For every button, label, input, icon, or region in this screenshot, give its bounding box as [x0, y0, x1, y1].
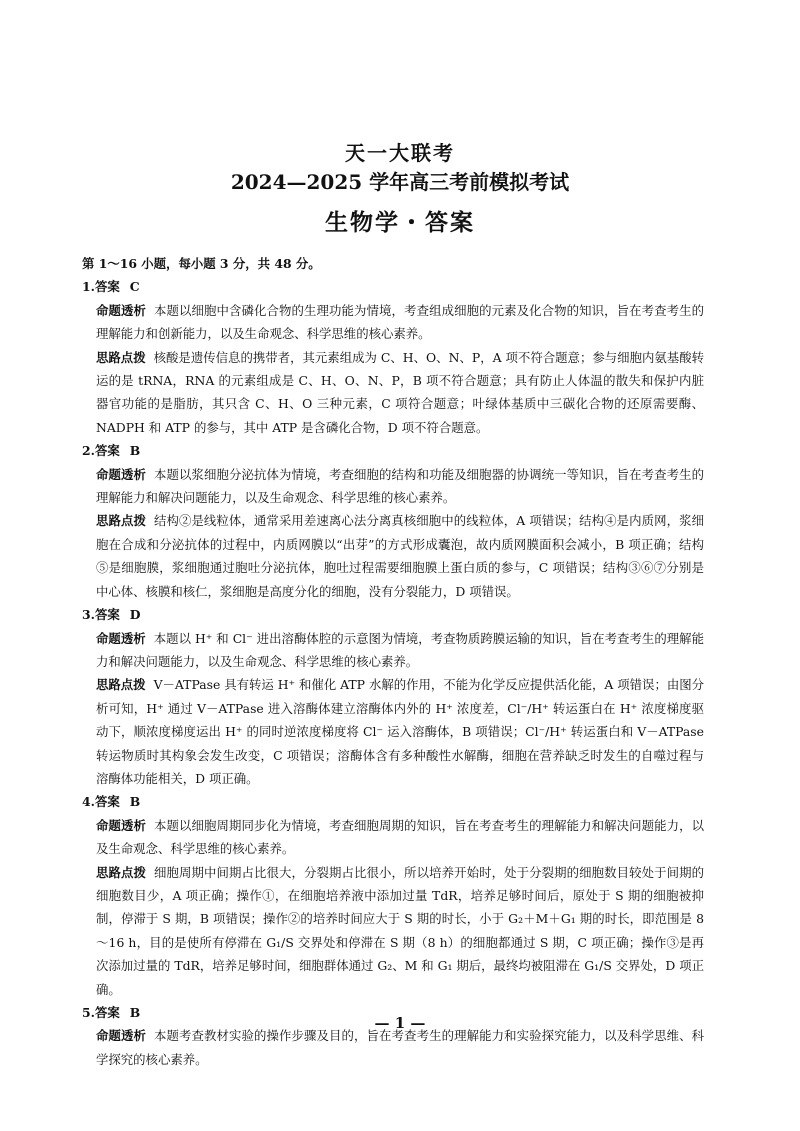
question-number: 2.	[82, 443, 95, 459]
question-header	[82, 275, 704, 298]
question-5	[82, 1001, 704, 1071]
hint-label: 思路点拨	[96, 513, 146, 529]
exam-organizer: 天一大联考	[345, 141, 455, 165]
page-number: — 1 —	[374, 1014, 426, 1032]
hint-paragraph	[82, 346, 704, 440]
question-header	[82, 603, 704, 626]
hint-paragraph	[82, 673, 704, 790]
answer-value: B	[129, 1005, 141, 1020]
analysis-paragraph	[82, 463, 704, 510]
analysis-label: 命题透析	[96, 1028, 147, 1044]
question-header	[82, 790, 704, 813]
hint-text: 结构②是线粒体，通常采用差速离心法分离真核细胞中的线粒体，A 项错误；结构④是内质网，浆细胞在合成和分泌抗体的过程中，内质网膜以“出芽”的方式形成囊泡，故内质网膜面积会减小，B 项正确；结构⑤是细胞膜，浆细胞通过胞吐分泌抗体，胞吐过程需要细胞膜上蛋白质的参与，C 项错误；结构③⑥⑦分别是中心体、核膜和核仁，浆细胞是高度分化的细胞，没有分裂能力，D 项错误。	[96, 513, 704, 599]
analysis-text: 本题以细胞中含磷化合物的生理功能为情境，考查组成细胞的元素及化合物的知识，旨在考查考生的理解能力和创新能力，以及生命观念、科学思维的核心素养。	[96, 302, 705, 342]
analysis-paragraph	[82, 814, 704, 861]
answer-label: 答案	[94, 279, 120, 295]
analysis-paragraph	[82, 299, 704, 346]
analysis-label: 命题透析	[96, 630, 146, 646]
hint-label: 思路点拨	[96, 864, 147, 880]
analysis-text: 本题以细胞周期同步化为情境，考查细胞周期的知识，旨在考查考生的理解能力和解决问题能力，以及生命观念、科学思维的核心素养。	[96, 817, 705, 857]
analysis-label: 命题透析	[96, 302, 147, 318]
question-number: 3.	[82, 607, 95, 623]
question-3	[82, 603, 704, 790]
subject-title: 生物学・答案	[325, 209, 475, 236]
answer-value: C	[129, 279, 140, 295]
hint-label: 思路点拨	[96, 677, 146, 693]
hint-paragraph	[82, 509, 704, 603]
answer-label: 答案	[94, 794, 120, 810]
hint-label: 思路点拨	[96, 349, 146, 365]
hint-paragraph	[82, 861, 704, 1001]
question-2	[82, 439, 704, 603]
analysis-label: 命题透析	[96, 466, 147, 482]
answer-label: 答案	[94, 607, 120, 623]
hint-text: V－ATPase 具有转运 H⁺ 和催化 ATP 水解的作用，不能为化学反应提供活化能，A 项错误；由图分析可知，H⁺ 通过 V－ATPase 进入溶酶体建立溶酶体内外的 H⁺ 浓度差，Cl⁻/H⁺ 转运蛋白在 H⁺ 浓度梯度驱动下，顺浓度梯度运出 H⁺ 的同时逆浓度梯度将 Cl⁻ 运入溶酶体，B 项错误；Cl⁻/H⁺ 转运蛋白和 V－ATPase 转运物质时其构象会发生改变，C 项错误；溶酶体含有多种酸性水解酶，细胞在营养缺乏时发生的自噬过程与溶酶体功能相关，D 项正确。	[96, 677, 705, 786]
question-number: 4.	[82, 794, 95, 810]
analysis-text: 本题以浆细胞分泌抗体为情境，考查细胞的结构和功能及细胞器的协调统一等知识，旨在考查考生的理解能力和解决问题能力，以及生命观念、科学思维的核心素养。	[96, 466, 705, 506]
question-4	[82, 790, 704, 1001]
analysis-text: 本题考查教材实验的操作步骤及目的，旨在考查考生的理解能力和实验探究能力，以及科学思维、科学探究的核心素养。	[96, 1028, 705, 1067]
answer-value: B	[129, 443, 141, 459]
analysis-text: 本题以 H⁺ 和 Cl⁻ 进出溶酶体腔的示意图为情境，考查物质跨膜运输的知识，旨在考查考生的理解能力和解决问题能力，以及生命观念、科学思维的核心素养。	[96, 630, 704, 669]
question-number: 5.	[82, 1005, 95, 1020]
answer-label: 答案	[94, 1005, 120, 1020]
answer-content	[82, 252, 704, 1071]
analysis-paragraph	[82, 627, 704, 674]
analysis-label: 命题透析	[96, 817, 147, 833]
answer-value: B	[129, 794, 141, 810]
hint-text: 核酸是遗传信息的携带者，其元素组成为 C、H、O、N、P，A 项不符合题意；参与细胞内氨基酸转运的是 tRNA，RNA 的元素组成是 C、H、O、N、P，B 项不符合题意；具有防止人体温的散失和保护内脏器官功能的是脂肪，其只含 C、H、O 三种元素，C 项符合题意；叶绿体基质中三碳化合物的还原需要酶、NADPH 和 ATP 的参与，其中 ATP 是含磷化合物，D 项不符合题意。	[96, 349, 704, 435]
answer-label: 答案	[94, 443, 120, 459]
exam-title: 2024—2025 学年高三考前模拟考试	[230, 170, 570, 194]
section-heading: 第 1～16 小题，每小题 3 分，共 48 分。	[82, 256, 321, 271]
answer-value: D	[129, 607, 141, 623]
question-1	[82, 275, 704, 439]
hint-text: 细胞周期中间期占比很大，分裂期占比很小，所以培养开始时，处于分裂期的细胞数目较处于间期的细胞数目少，A 项正确；操作①，在细胞培养液中添加过量 TdR，培养足够时间后，原处于 S 期的细胞被抑制，停滞于 S 期，B 项错误；操作②的培养时间应大于 S 期的时长，小于 G₂＋M＋G₁ 期的时长，即范围是 8～16 h，目的是使所有停滞在 G₁/S 交界处和停滞在 S 期（8 h）的细胞都通过 S 期，C 项正确；操作③是再次添加过量的 TdR，培养足够时间，细胞群体通过 G₂、M 和 G₁ 期后，最终均被阻滞在 G₁/S 交界处，D 项正确。	[96, 864, 705, 997]
question-header	[82, 439, 704, 462]
question-number: 1.	[82, 279, 95, 295]
